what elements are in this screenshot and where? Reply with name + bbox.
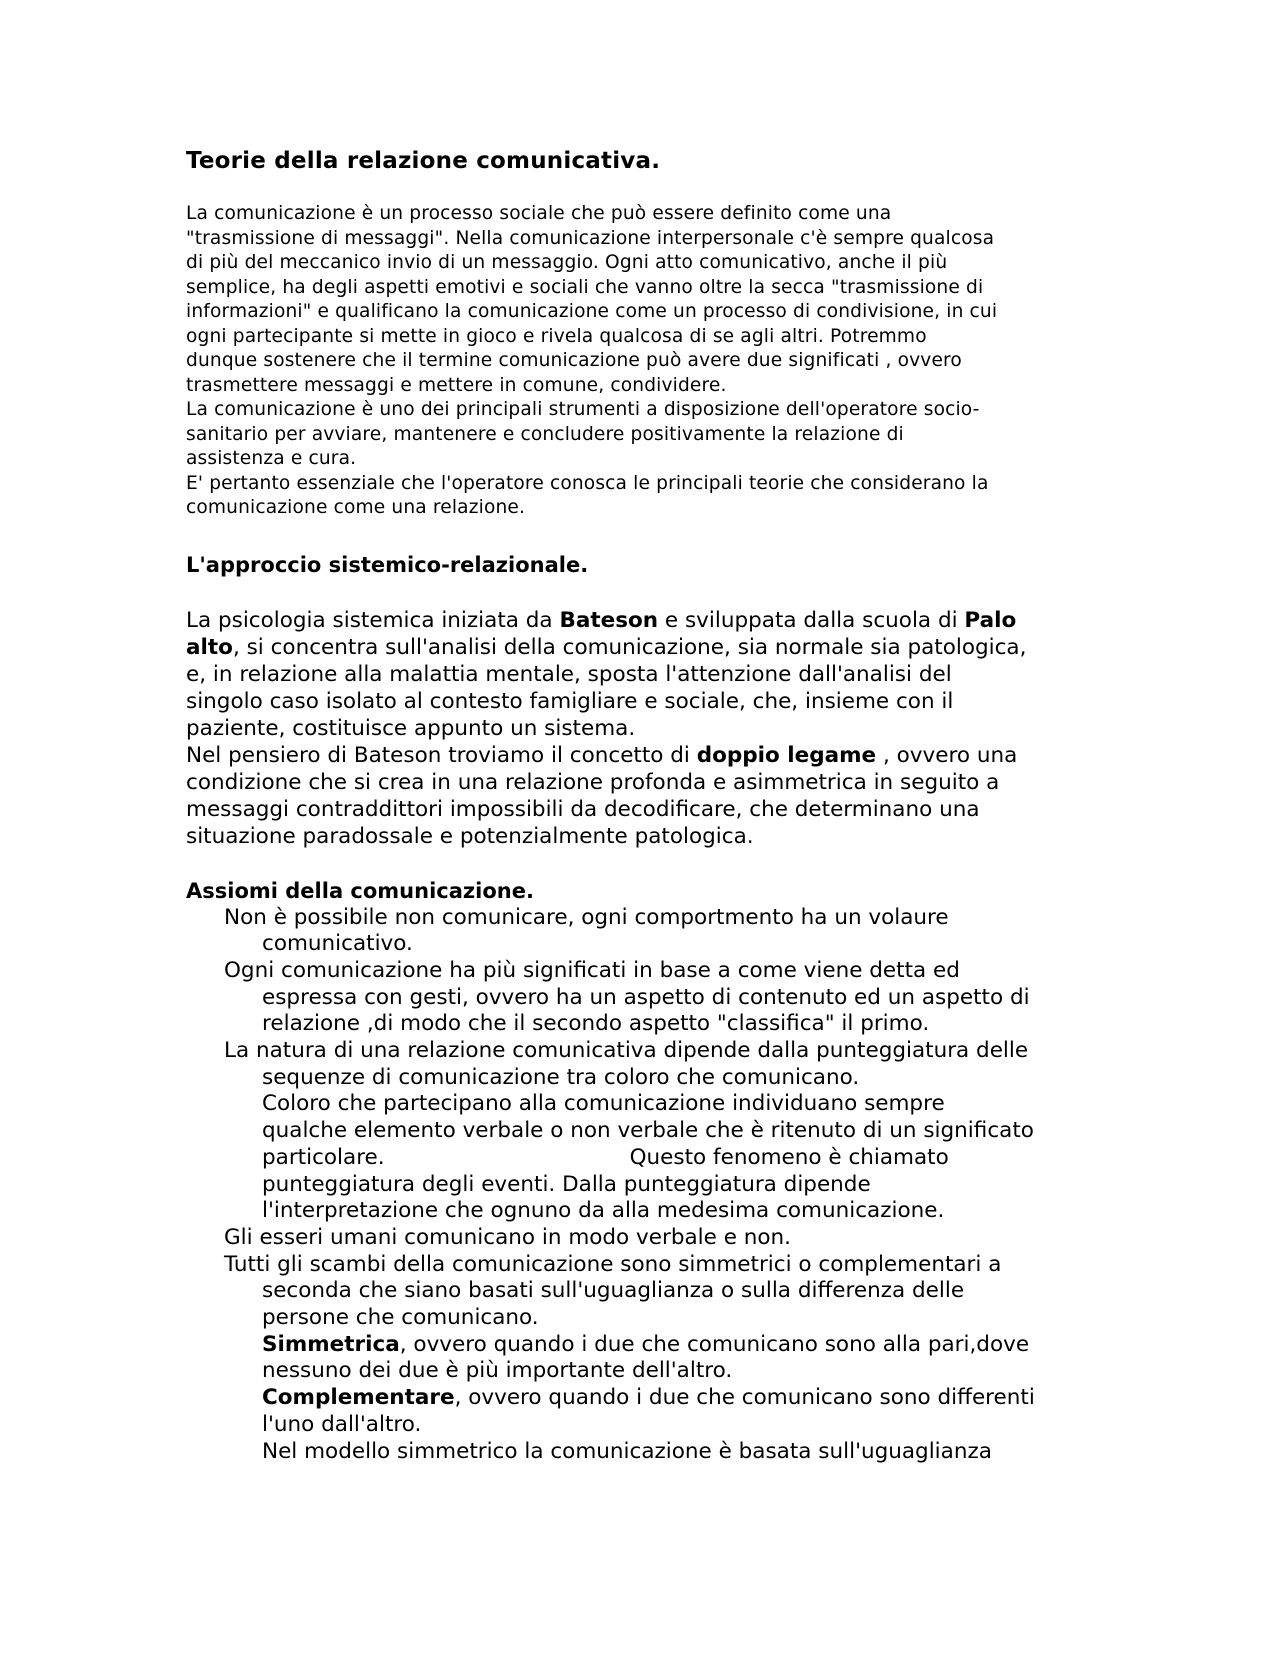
- axioms-list: [186, 905, 1086, 1466]
- body-line: e, in relazione alla malattia mentale, sposta l'attenzione dall'analisi del: [186, 661, 952, 687]
- axiom-line: Simmetrica, ovvero quando i due che comunicano sono alla pari,dove: [262, 1331, 1030, 1357]
- axiom-line: Nel modello simmetrico la comunicazione è basata sull'uguaglianza: [262, 1438, 992, 1464]
- body-line: paziente, costituisce appunto un sistema.: [186, 715, 636, 741]
- axiom-line: qualche elemento verbale o non verbale che è ritenuto di un significato: [262, 1118, 1034, 1144]
- axiom-line: Tutti gli scambi della comunicazione sono simmetrici o complementari a: [224, 1251, 1002, 1277]
- axiom-line: punteggiatura degli eventi. Dalla punteggiatura dipende: [262, 1171, 871, 1197]
- axiom-line: sequenze di comunicazione tra coloro che comunicano.: [262, 1064, 860, 1090]
- body-line: La psicologia sistemica iniziata da Bateson e sviluppata dalla scuola di Palo: [186, 607, 1017, 633]
- section-heading-systemic: L'approccio sistemico-relazionale.: [186, 552, 589, 577]
- axiom-line: La natura di una relazione comunicativa dipende dalla punteggiatura delle: [224, 1038, 1029, 1064]
- page-title: Teorie della relazione comunicativa.: [186, 148, 661, 174]
- section-heading-axioms: Assiomi della comunicazione.: [186, 878, 534, 903]
- bold-term: Simmetrica: [262, 1331, 400, 1357]
- intro-line: E' pertanto essenziale che l'operatore conosca le principali teorie che considerano la: [186, 472, 989, 494]
- body-line: singolo caso isolato al contesto famigliare e sociale, che, insieme con il: [186, 688, 954, 714]
- axiom-line: relazione ,di modo che il secondo aspetto "classifica" il primo.: [262, 1011, 930, 1037]
- intro-line: semplice, ha degli aspetti emotivi e sociali che vanno oltre la secca "trasmissione di: [186, 276, 984, 298]
- intro-line: sanitario per avviare, mantenere e concludere positivamente la relazione di: [186, 423, 904, 445]
- intro-line: comunicazione come una relazione.: [186, 497, 526, 518]
- body-line: situazione paradossale e potenzialmente patologica.: [186, 823, 754, 849]
- axiom-line: Coloro che partecipano alla comunicazione individuano sempre: [262, 1091, 945, 1117]
- intro-line: trasmettere messaggi e mettere in comune, condividere.: [186, 374, 727, 396]
- intro-paragraph: [186, 202, 1086, 521]
- intro-line: La comunicazione è uno dei principali strumenti a disposizione dell'operatore socio-: [186, 399, 980, 420]
- intro-line: La comunicazione è un processo sociale che può essere definito come una: [186, 203, 892, 224]
- axiom-line: Gli esseri umani comunicano in modo verbale e non.: [224, 1224, 791, 1250]
- axiom-line: l'interpretazione che ognuno da alla medesima comunicazione.: [262, 1198, 945, 1224]
- body-line: alto, si concentra sull'analisi della comunicazione, sia normale sia patologica,: [186, 634, 1027, 660]
- axiom-line: persone che comunicano.: [262, 1305, 539, 1331]
- bold-term: Bateson: [559, 607, 659, 633]
- intro-line: di più del meccanico invio di un messaggio. Ogni atto comunicativo, anche il più: [186, 252, 948, 273]
- bold-term: doppio legame: [696, 742, 877, 768]
- systemic-paragraph: [186, 607, 1086, 850]
- axiom-line: l'uno dall'altro.: [262, 1411, 422, 1437]
- body-line: condizione che si crea in una relazione profonda e asimmetrica in seguito a: [186, 769, 1000, 795]
- axiom-line: nessuno dei due è più importante dell'altro.: [262, 1358, 733, 1384]
- axiom-line: Ogni comunicazione ha più significati in base a come viene detta ed: [224, 957, 960, 983]
- intro-line: assistenza e cura.: [186, 448, 357, 469]
- bold-term: Palo: [964, 607, 1017, 633]
- intro-line: "trasmissione di messaggi". Nella comunicazione interpersonale c'è sempre qualcosa: [186, 227, 995, 249]
- axiom-line: comunicativo.: [262, 931, 413, 957]
- axiom-line: particolare. Questo fenomeno è chiamato: [262, 1144, 949, 1170]
- axiom-line: Complementare, ovvero quando i due che comunicano sono differenti: [262, 1385, 1035, 1411]
- body-line: Nel pensiero di Bateson troviamo il concetto di doppio legame , ovvero una: [186, 742, 1018, 768]
- axiom-line: Non è possibile non comunicare, ogni comportmento ha un volaure: [224, 904, 949, 930]
- document-content: [186, 146, 1086, 1465]
- bold-term: Complementare: [262, 1385, 455, 1411]
- intro-line: dunque sostenere che il termine comunicazione può avere due significati , ovvero: [186, 350, 962, 371]
- intro-line: ogni partecipante si mette in gioco e rivela qualcosa di se agli altri. Potremmo: [186, 325, 927, 347]
- bold-term: alto: [186, 634, 233, 660]
- axiom-line: espressa con gesti, ovvero ha un aspetto di contenuto ed un aspetto di: [262, 984, 1030, 1010]
- axiom-line: seconda che siano basati sull'uguaglianza o sulla differenza delle: [262, 1278, 965, 1304]
- intro-line: informazioni" e qualificano la comunicazione come un processo di condivisione, in cui: [186, 301, 998, 322]
- body-line: messaggi contraddittori impossibili da decodificare, che determinano una: [186, 796, 980, 822]
